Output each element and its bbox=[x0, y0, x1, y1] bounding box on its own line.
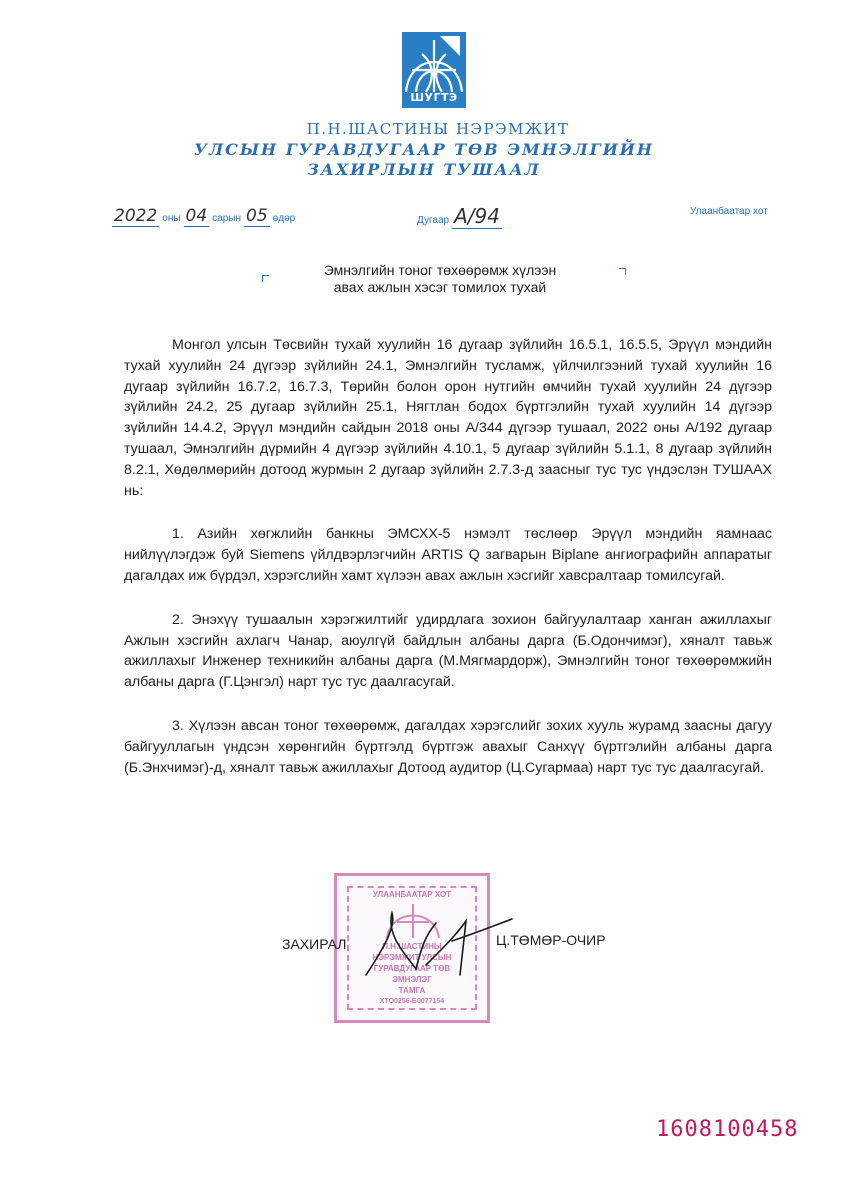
date-month: 04 bbox=[185, 206, 208, 226]
logo-text: ШУГТЭ bbox=[410, 91, 458, 104]
order-number bbox=[414, 204, 502, 228]
signatory-name: Ц.ТӨМӨР-ОЧИР bbox=[496, 932, 606, 948]
date-year: 2022 bbox=[114, 206, 158, 226]
order-subject bbox=[270, 262, 610, 296]
stamp-top-text: УЛААНБААТАР ХОТ bbox=[372, 890, 452, 899]
subject-corner-left bbox=[262, 275, 269, 282]
order-number-label: Дугаар bbox=[417, 215, 450, 226]
serial-number: 1608100458 bbox=[656, 1117, 799, 1142]
handwritten-signature bbox=[356, 905, 516, 985]
stamp-line-3: ГУРАВДУГААР ТӨВ bbox=[373, 964, 451, 973]
date-day: 05 bbox=[246, 206, 268, 226]
hospital-logo bbox=[402, 32, 466, 108]
clause-3: 3. Хүлээн авсан тоног төхөөрөмж, дагалдах хэрэгслийг зохих хууль журамд заасны дагуу байгууллагын үндсэн хөрөнгийн бүртгэлд бүртгэж авахыг Санхүү бүртгэлийн албаны дарга (Б.Энхчимэг)-д, хяналт тавьж ажиллахыг Дотоод аудитор (Ц.Сугармаа) нарт тус тус даалгасугай. bbox=[124, 717, 772, 776]
subject-line-2: авах ажлын хэсэг томилох тухай bbox=[333, 279, 547, 295]
stamp-registration: ХТО0256-Б0077154 bbox=[379, 998, 445, 1005]
year-label: оны bbox=[162, 213, 181, 224]
stamp-line-5: ТАМГА bbox=[398, 986, 426, 995]
order-number-value: А/94 bbox=[454, 204, 500, 228]
clause-1: 1. Азийн хөгжлийн банкны ЭМСХХ-5 нэмэлт төслөөр Эрүүл мэндийн яамнаас нийлүүлэгдэж буй Siemens үйлдвэрлэгчийн ARTIS Q загварын Biplane ангиографийн аппаратыг дагалдах иж бүрдэл, хэрэгслийн хамт хүлээн авах ажлын хэсгийг хавсралтаар томилсугай. bbox=[124, 526, 772, 584]
preamble-paragraph: Монгол улсын Төсвийн тухай хуулийн 16 дугаар зүйлийн 16.5.1, 16.5.5, Эрүүл мэндийн тухай хуулийн 24 дүгээр зүйлийн 24.1, Эмнэлгийн тусламж, үйлчилгээний тухай хуулийн 16 дугаар зүйлийн 16.7.2, 16.7.3, Төрийн болон орон нутгийн өмчийн тухай хуулийн 24 дүгээр зүйлийн 24.2, 25 дугаар зүйлийн 25.1, Нягтлан бодох бүртгэлийн тухай хуулийн 14 дүгээр зүйлийн 14.4.2, Эрүүл мэндийн сайдын 2018 оны А/344 дүгээр тушаал, 2022 оны А/192 дугаар тушаал, Эмнэлгийн дүрмийн 4 дүгээр зүйлийн 4.10.1, 5 дугаар зүйлийн 5.1.1, 8 дугаар зүйлийн 8.2.1, Хөдөлмөрийн дотоод журмын 2 дугаар зүйлийн 2.7.3-д заасныг тус тус үндэслэн ТУШААХ нь: bbox=[124, 337, 772, 499]
order-body bbox=[124, 335, 772, 778]
month-label: сарын bbox=[212, 213, 242, 224]
header-line-2: УЛСЫН ГУРАВДУГААР ТӨВ ЭМНЭЛГИЙН bbox=[193, 140, 655, 159]
stamp-line-1: П.Н.ШАСТИНЫ bbox=[382, 942, 442, 951]
subject-line-1: Эмнэлгийн тоног төхөөрөмж хүлээн bbox=[323, 262, 557, 278]
document-header bbox=[0, 120, 848, 179]
city-label: Улаанбаатар хот bbox=[690, 206, 768, 217]
header-line-3: ЗАХИРЛЫН ТУШААЛ bbox=[307, 160, 541, 179]
subject-corner-right bbox=[619, 268, 626, 275]
stamp-line-4: ЭМНЭЛЭГ bbox=[392, 975, 432, 984]
header-line-1: П.Н.ШАСТИНЫ НЭРЭМЖИТ bbox=[306, 120, 570, 138]
clause-2: 2. Энэхүү тушаалын хэрэгжилтийг удирдлага зохион байгуулалтаар ханган ажиллахыг Ажлын хэсгийн ахлагч Чанар, аюулгүй байдлын албаны дарга (Б.Одончимэг), хяналт тавьж ажиллахыг Инженер техникийн албаны дарга (М.Мягмардорж), Эмнэлгийн тоног төхөөрөмжийн албаны дарга (Г.Цэнгэл) нарт тус тус даалгасугай. bbox=[124, 611, 772, 691]
day-label: өдөр bbox=[272, 213, 296, 224]
signatory-title: ЗАХИРАЛ bbox=[282, 936, 347, 952]
date-line bbox=[112, 206, 298, 226]
stamp-line-2: НЭРЭМЖИТ УЛСЫН bbox=[372, 953, 452, 962]
